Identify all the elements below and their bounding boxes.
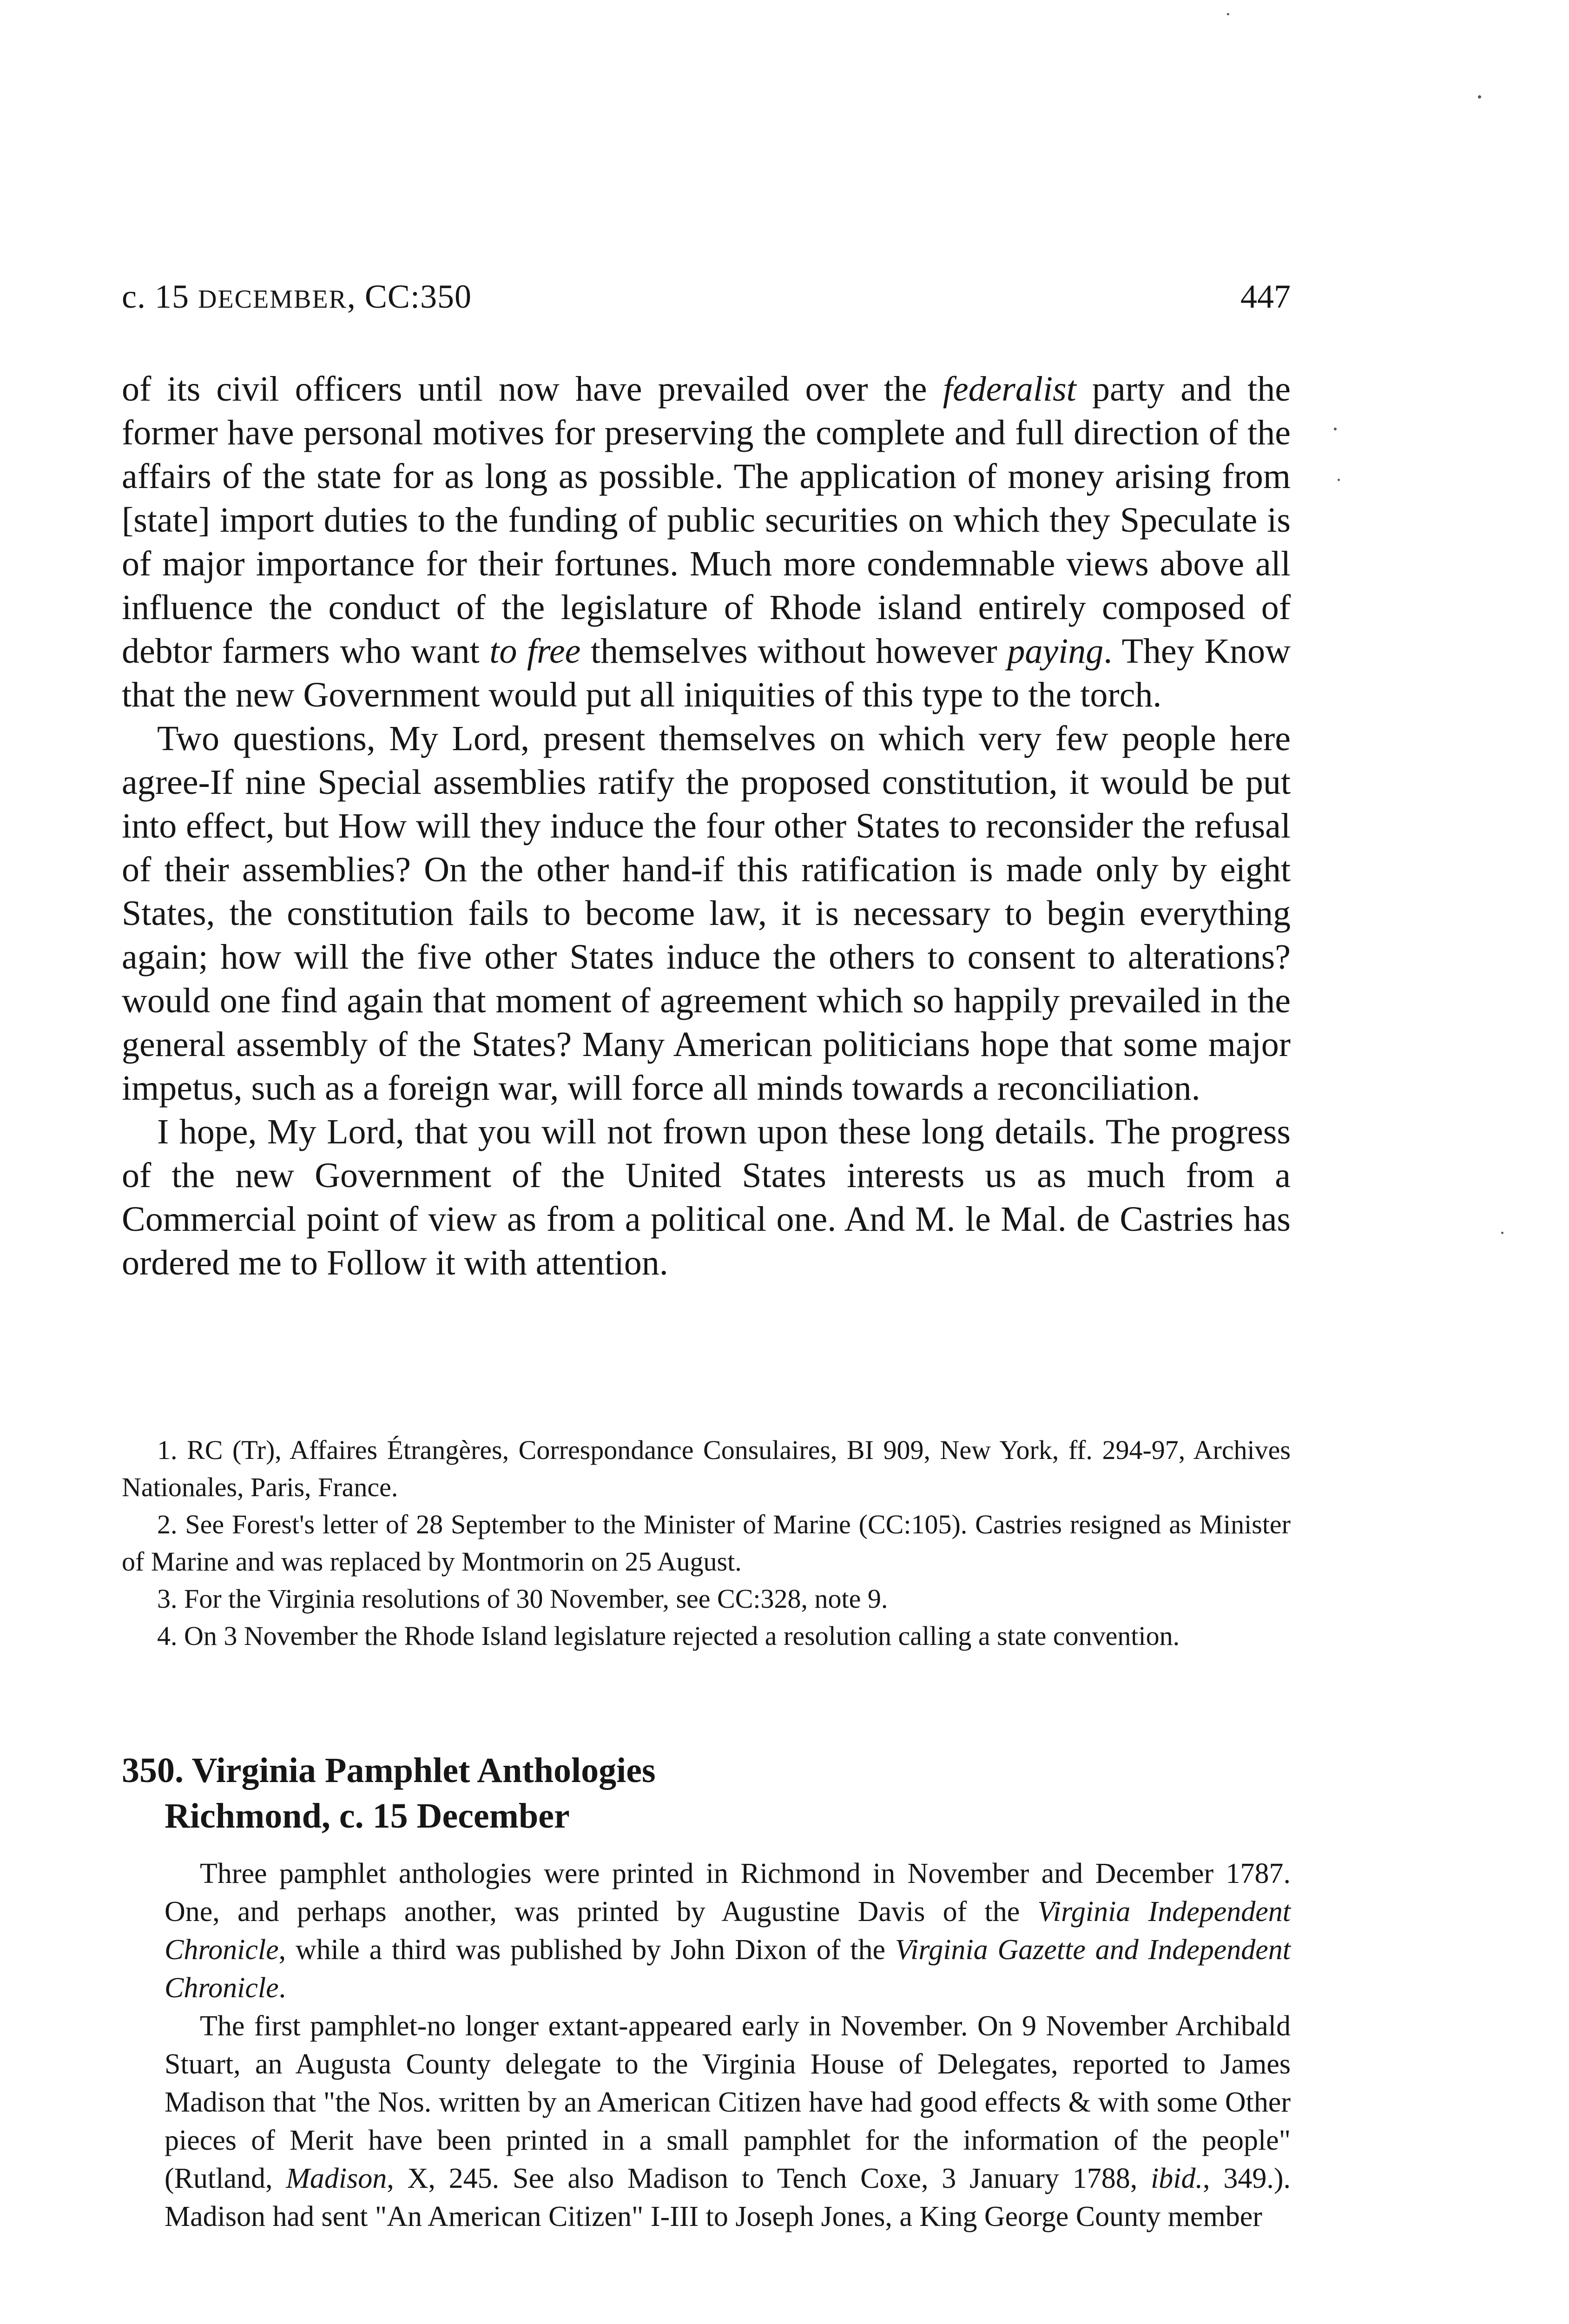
- footnote: 1. RC (Tr), Affaires Étrangères, Correspondance Consulaires, BI 909, New York, ff. 294-97, Archives Nationales, Paris, France.: [122, 1435, 1291, 1502]
- text-run: themselves without however: [580, 632, 1008, 671]
- italic-run: paying: [1007, 632, 1104, 671]
- text-run: party and the former have personal motives for preserving the complete and full direction of the affairs of the state for as long as possible. The application of money arising from [state] import duties to the funding of public securities on which they Speculate is of major importance for their fortunes. Much more condemnable views above all influence the conduct of the legislature of Rhode island entirely composed of debtor farmers who want: [122, 370, 1291, 671]
- letter-paragraph-3: I hope, My Lord, that you will not frown upon these long details. The progress of the new Government of the United States interests us as much from a Commercial point of view as from a political one. And M. le Mal. de Castries has ordered me to Follow it with attention.: [122, 1112, 1291, 1282]
- text-run: of its civil officers until now have prevailed over the: [122, 370, 943, 409]
- section-heading: [122, 1748, 1291, 1839]
- italic-run: federalist: [943, 370, 1076, 409]
- text-run: , X, 245. See also Madison to Tench Coxe, 3 January 1788,: [387, 2163, 1151, 2194]
- text-run: Three pamphlet anthologies were printed in Richmond in November and December 1787. One, and perhaps another, was printed by Augustine Davis of the: [165, 1858, 1291, 1928]
- italic-run: Virginia Gazette and Independent Chronicle: [165, 1934, 1291, 2004]
- text-run: .: [278, 1972, 286, 2004]
- italic-run: Virginia Independent Chronicle: [165, 1896, 1291, 1966]
- page-number: 447: [1240, 278, 1291, 315]
- scan-speck: [1334, 428, 1337, 430]
- footnote: 3. For the Virginia resolutions of 30 November, see CC:328, note 9.: [157, 1584, 888, 1614]
- footnote: 2. See Forest's letter of 28 September to the Minister of Marine (CC:105). Castries resigned as Minister of Marine and was replaced by Montmorin on 25 August.: [122, 1509, 1291, 1577]
- text-run: . They Know that the new Government would put all iniquities of this type to the torch.: [122, 632, 1291, 714]
- running-head-document-number: , CC:350: [347, 278, 472, 315]
- section-subtitle: Richmond, c. 15 December: [165, 1796, 570, 1835]
- running-head-left: [122, 273, 472, 323]
- text-run: , 349.). Madison had sent "An American Citizen" I-III to Joseph Jones, a King George County member: [165, 2163, 1291, 2232]
- text-run: The first pamphlet-no longer extant-appeared early in November. On 9 November Archibald Stuart, an Augusta County delegate to the Virginia House of Delegates, reported to James Madison that "the Nos. written by an American Citizen have had good effects & with some Other pieces of Merit have been printed in a small pamphlet for the information of the people" (Rutland,: [165, 2010, 1291, 2194]
- editorial-introduction: [165, 1855, 1291, 2236]
- scan-speck: [1338, 479, 1340, 481]
- text-run: , while a third was published by John Dixon of the: [278, 1934, 895, 1966]
- italic-run: Madison: [286, 2163, 387, 2194]
- section-title: 350. Virginia Pamphlet Anthologies: [122, 1751, 656, 1790]
- letter-paragraph-2: Two questions, My Lord, present themselves on which very few people here agree-If nine Special assemblies ratify the proposed constitution, it would be put into effect, but How will they induce the four other States to reconsider the refusal of their assemblies? On the other hand-if this ratification is made only by eight States, the constitution fails to become law, it is necessary to begin everything again; how will the five other States induce the others to consent to alterations? would one find again that moment of agreement which so happily prevailed in the general assembly of the States? Many American politicians hope that some major impetus, such as a foreign war, will force all minds towards a reconciliation.: [122, 719, 1291, 1108]
- intro-paragraph-2: [165, 2007, 1291, 2236]
- running-head-date-prefix: c. 15: [122, 278, 198, 315]
- italic-run: ibid.: [1151, 2163, 1203, 2194]
- scan-speck: [1478, 95, 1481, 99]
- scan-speck: [1227, 13, 1229, 15]
- intro-paragraph-1: [165, 1855, 1291, 2007]
- footnote: 4. On 3 November the Rhode Island legislature rejected a resolution calling a state convention.: [157, 1621, 1180, 1651]
- letter-body: [122, 367, 1291, 1285]
- italic-run: to free: [489, 632, 581, 671]
- footnotes: [122, 1432, 1291, 1655]
- scan-speck: [1501, 1232, 1503, 1234]
- running-head-month: DECEMBER: [198, 285, 347, 314]
- letter-paragraph-1: [122, 367, 1291, 717]
